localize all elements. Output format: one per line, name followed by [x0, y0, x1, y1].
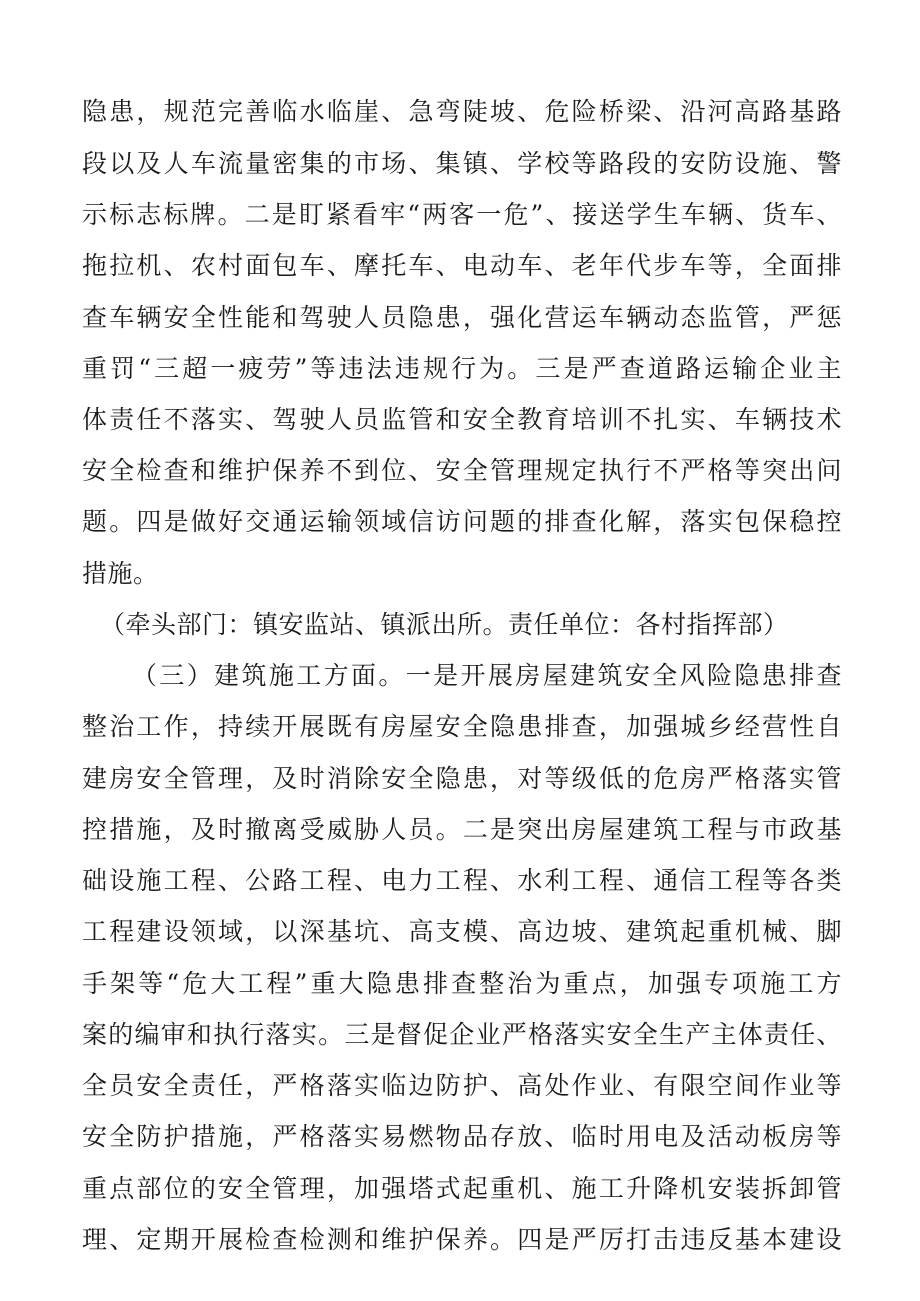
text-line-9: 题。四是做好交通运输领域信访问题的排查化解，落实包保稳控	[82, 507, 842, 536]
text-line-1: 隐患，规范完善临水临崖、急弯陡坡、危险桥梁、沿河高路基路	[82, 97, 842, 126]
text-line-7: 体责任不落实、驾驶人员监管和安全教育培训不扎实、车辆技术	[82, 405, 842, 434]
text-line-4: 拖拉机、农村面包车、摩托车、电动车、老年代步车等，全面排	[82, 251, 842, 280]
text-line-18: 手架等“危大工程”重大隐患排查整治为重点，加强专项施工方	[82, 969, 842, 998]
text-line-15: 控措施，及时撤离受威胁人员。二是突出房屋建筑工程与市政基	[82, 815, 842, 844]
text-line-3: 示标志标牌。二是盯紧看牢“两客一危”、接送学生车辆、货车、	[82, 200, 842, 229]
text-line-23: 理、定期开展检查检测和维护保养。四是严厉打击违反基本建设	[82, 1225, 842, 1254]
responsibility-note: （牵头部门：镇安监站、镇派出所。责任单位：各村指挥部）	[100, 610, 789, 639]
text-line-19: 案的编审和执行落实。三是督促企业严格落实安全生产主体责任、	[82, 1020, 842, 1049]
text-line-10: 措施。	[82, 559, 159, 588]
text-line-16: 础设施工程、公路工程、电力工程、水利工程、通信工程等各类	[82, 866, 842, 895]
text-line-21: 安全防护措施，严格落实易燃物品存放、临时用电及活动板房等	[82, 1122, 842, 1151]
text-line-22: 重点部位的安全管理，加强塔式起重机、施工升降机安装拆卸管	[82, 1174, 842, 1203]
section-heading-line: （三）建筑施工方面。一是开展房屋建筑安全风险隐患排查	[132, 661, 842, 690]
text-line-6: 重罚“三超一疲劳”等违法违规行为。三是严查道路运输企业主	[82, 354, 842, 383]
text-line-2: 段以及人车流量密集的市场、集镇、学校等路段的安防设施、警	[82, 149, 842, 178]
text-line-20: 全员安全责任，严格落实临边防护、高处作业、有限空间作业等	[82, 1071, 842, 1100]
text-line-5: 查车辆安全性能和驾驶人员隐患，强化营运车辆动态监管，严惩	[82, 303, 842, 332]
text-line-17: 工程建设领域，以深基坑、高支模、高边坡、建筑起重机械、脚	[82, 917, 842, 946]
text-line-14: 建房安全管理，及时消除安全隐患，对等级低的危房严格落实管	[82, 764, 842, 793]
text-line-8: 安全检查和维护保养不到位、安全管理规定执行不严格等突出问	[82, 456, 842, 485]
text-line-13: 整治工作，持续开展既有房屋安全隐患排查，加强城乡经营性自	[82, 712, 842, 741]
